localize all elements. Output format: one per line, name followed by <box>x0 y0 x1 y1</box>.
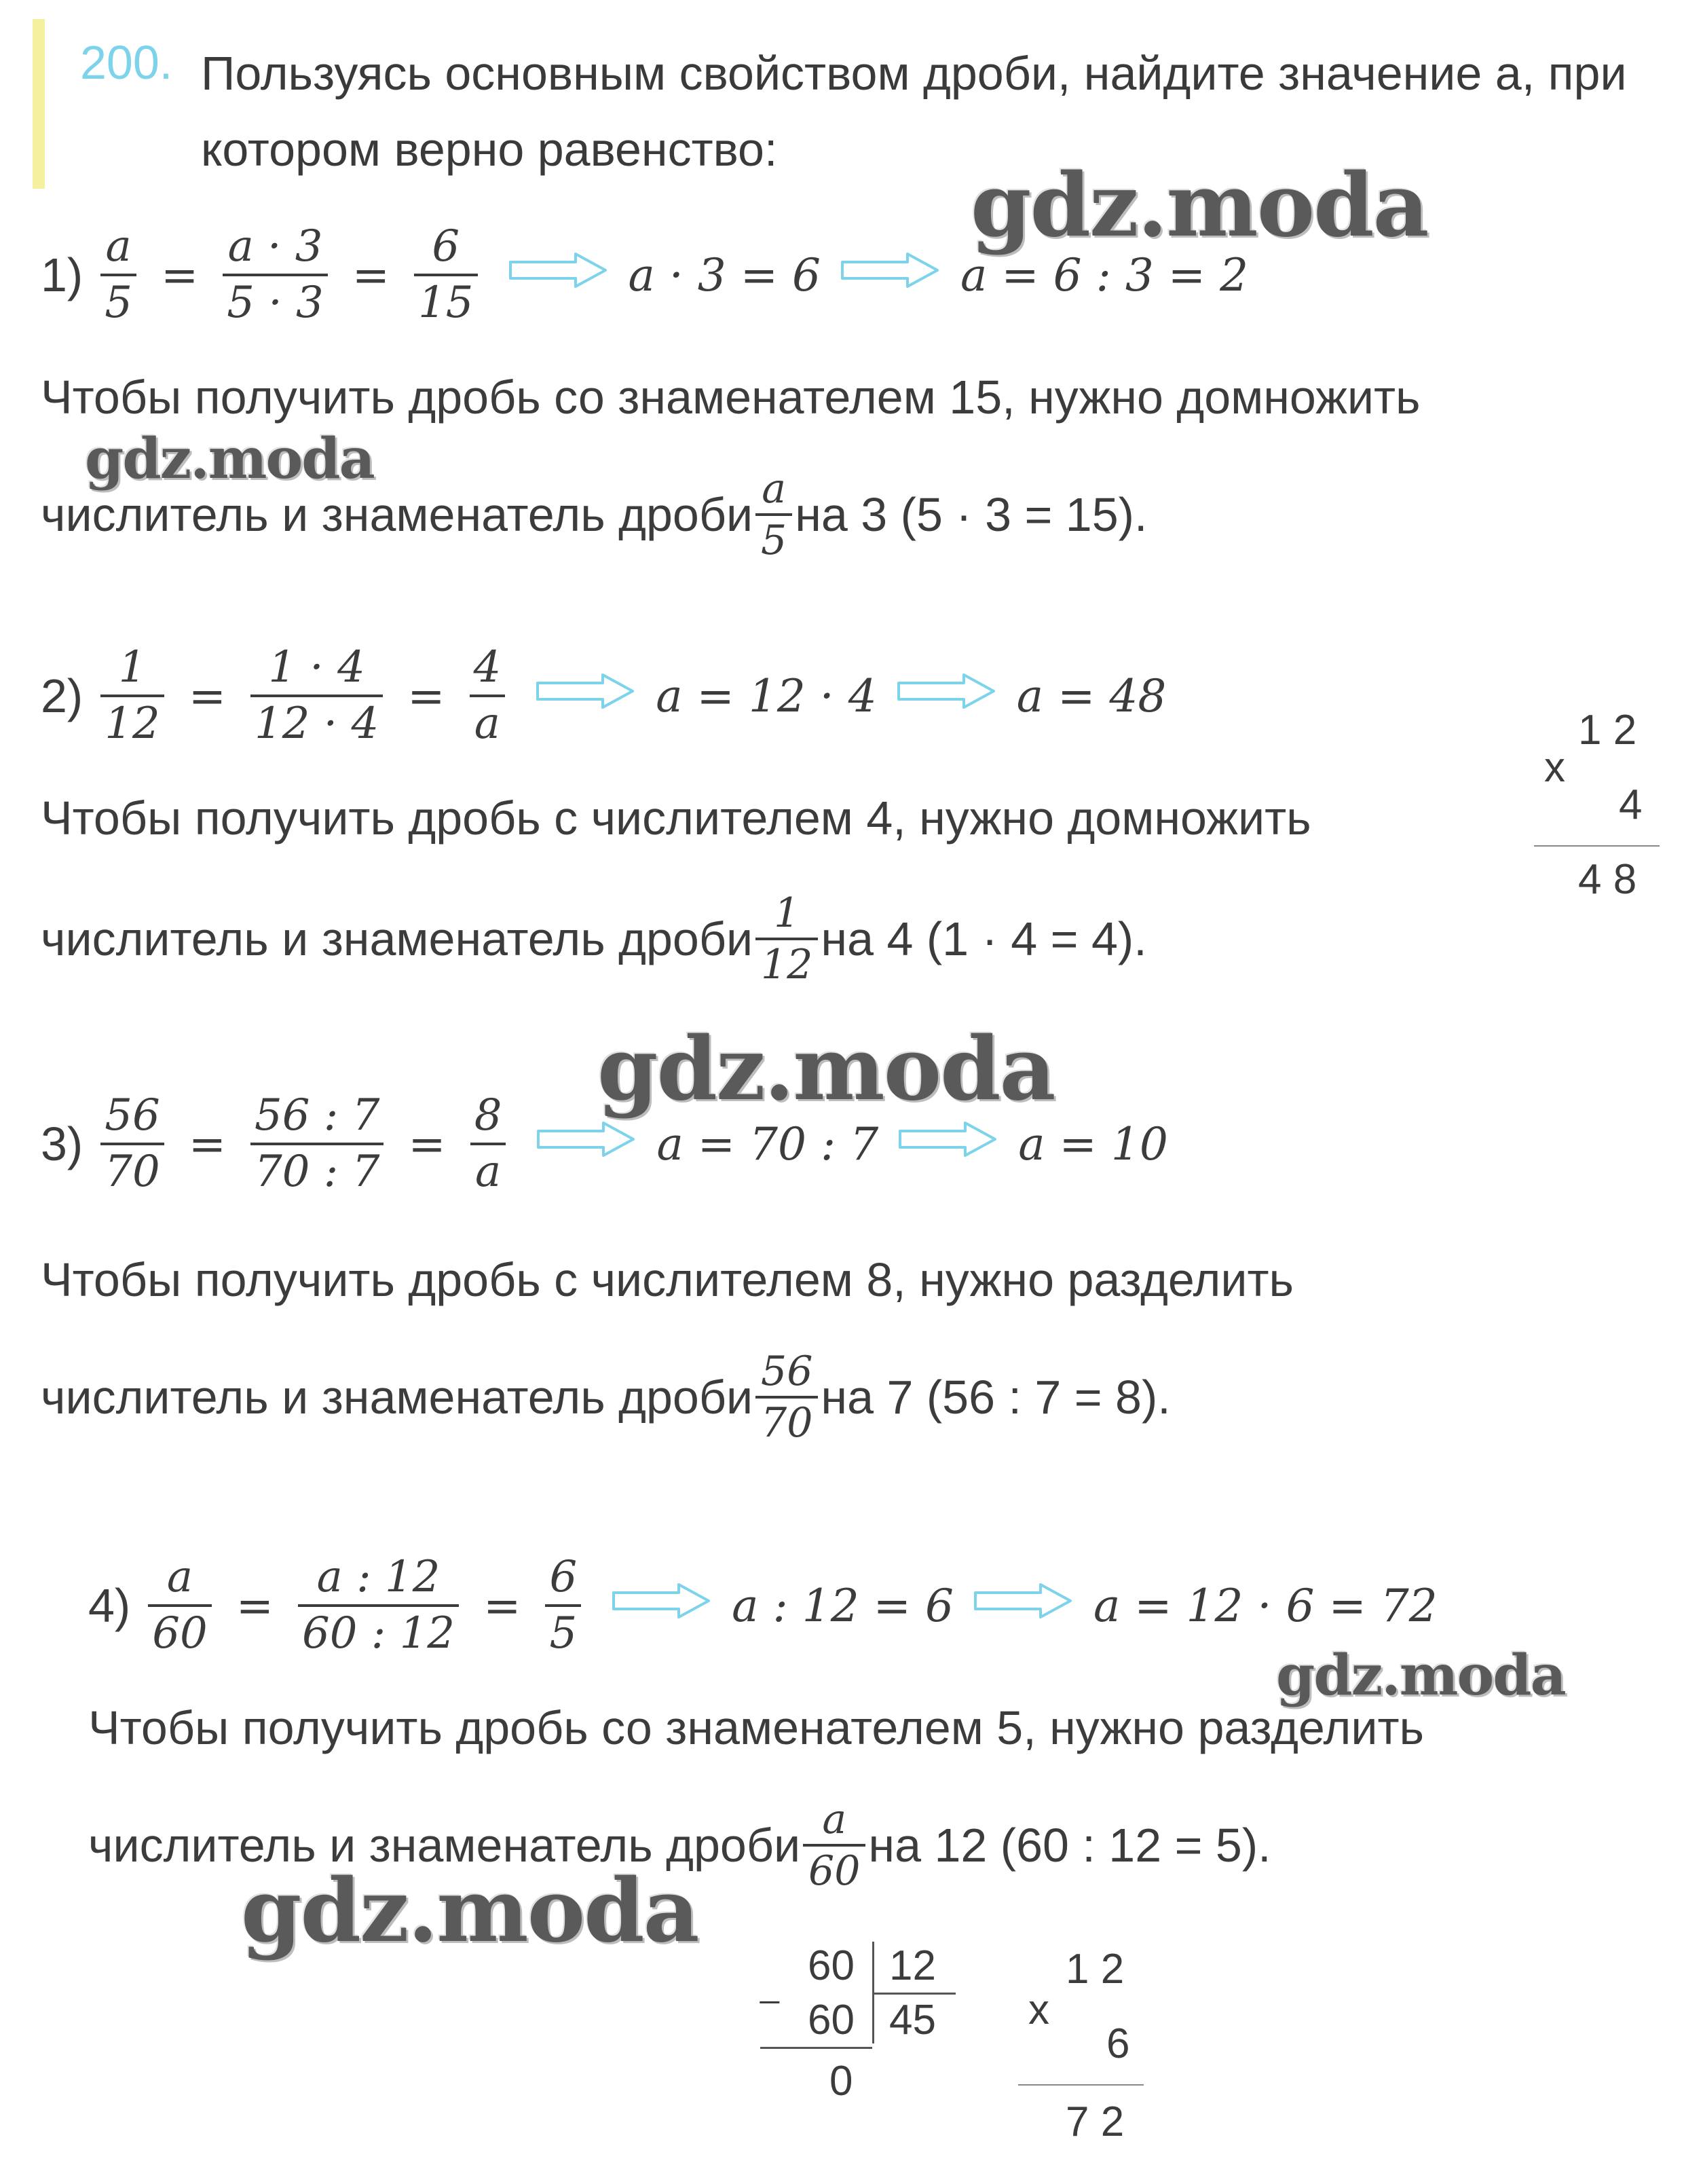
denominator: 70 <box>105 1147 160 1198</box>
equals-sign: = <box>408 1117 446 1170</box>
explanation-text: на 12 (60 : 12 = 5). <box>868 1819 1271 1872</box>
fraction-original <box>148 1552 211 1659</box>
answer-equation: a = 10 <box>1018 1117 1168 1170</box>
equals-sign: = <box>160 248 199 301</box>
fraction-bar <box>755 1396 818 1399</box>
fraction-result <box>414 221 477 329</box>
numerator: a <box>762 465 787 513</box>
minus-sign: _ <box>760 1966 779 2004</box>
numerator: a <box>105 221 132 272</box>
exercise-number: 200. <box>80 36 173 89</box>
fraction-bar <box>755 938 818 940</box>
numerator: 6 <box>549 1552 578 1602</box>
inline-fraction <box>758 465 789 564</box>
denominator: 60 : 12 <box>302 1608 455 1659</box>
result-line <box>1018 2084 1144 2086</box>
equation-line <box>41 1090 1168 1198</box>
fraction-result <box>470 642 506 749</box>
fraction-bar <box>250 1143 383 1145</box>
problem-label: 3) <box>41 1117 83 1171</box>
multiplicand: 1 2 <box>1578 707 1637 754</box>
subtrahend: 60 <box>808 1997 855 2043</box>
numerator: a <box>166 1552 193 1602</box>
equation-line <box>41 642 1167 749</box>
explanation-line-1: Чтобы получить дробь со знаменателем 15, нужно домножить <box>41 371 1421 424</box>
fraction-bar <box>100 695 164 697</box>
exercise-title: Пользуясь основным свойством дроби, найдите значение а, при котором верно равенство: <box>201 47 1627 176</box>
inline-fraction <box>758 889 815 988</box>
fraction-bar <box>470 1143 506 1145</box>
fraction-bar <box>755 513 792 516</box>
denominator: a <box>475 1147 502 1198</box>
explanation-text: числитель и знаменатель дроби <box>41 912 753 965</box>
watermark: gdz.moda <box>597 1018 1055 1120</box>
answer-equation: a = 48 <box>1016 669 1167 722</box>
numerator: a : 12 <box>316 1552 441 1602</box>
problem-label: 4) <box>88 1579 131 1633</box>
division-quotient-line <box>874 1993 956 1995</box>
denominator: 5 <box>761 517 787 564</box>
numerator: 56 <box>105 1090 160 1141</box>
explanation-text: на 4 (1 · 4 = 4). <box>821 912 1147 965</box>
explanation-line-1: Чтобы получить дробь со знаменателем 5, нужно разделить <box>88 1701 1424 1754</box>
fraction-original <box>100 1090 164 1198</box>
highlight-marker <box>33 19 45 189</box>
multiplicand: 1 2 <box>1066 1946 1125 1993</box>
watermark: gdz.moda <box>241 1860 698 1962</box>
numerator: 1 <box>118 642 147 692</box>
explanation-line-1: Чтобы получить дробь с числителем 8, нужно разделить <box>41 1253 1294 1306</box>
implies-arrow-icon <box>896 670 998 722</box>
explanation-line-2 <box>41 889 1147 988</box>
denominator: 70 <box>761 1399 813 1447</box>
multiply-sign: x <box>1028 1986 1049 2033</box>
remainder: 0 <box>829 2058 853 2105</box>
equals-sign: = <box>483 1579 521 1632</box>
answer-equation: a = 12 · 6 = 72 <box>1093 1579 1438 1632</box>
implies-arrow-icon <box>611 1580 713 1632</box>
explanation-line-2 <box>88 1796 1271 1895</box>
implies-arrow-icon <box>840 249 941 301</box>
implies-arrow-icon <box>536 1118 637 1170</box>
equation-line <box>41 221 1249 329</box>
fraction-original <box>100 642 164 749</box>
answer-equation: a = 6 : 3 = 2 <box>960 248 1249 301</box>
explanation-line-2 <box>41 465 1148 564</box>
result-line <box>1534 845 1660 847</box>
equation-line <box>88 1552 1438 1659</box>
fraction-original <box>100 221 136 329</box>
numerator: 56 <box>761 1348 813 1395</box>
equals-sign: = <box>236 1579 274 1632</box>
fraction-bar <box>803 1844 865 1847</box>
fraction-transformed <box>250 642 383 749</box>
numerator: a <box>822 1796 847 1843</box>
multiply-sign: x <box>1544 744 1565 791</box>
explanation-text: на 3 (5 · 3 = 15). <box>795 488 1148 541</box>
step-equation: a : 12 = 6 <box>732 1579 954 1632</box>
step-equation: a = 12 · 4 <box>656 669 877 722</box>
explanation-line-1: Чтобы получить дробь с числителем 4, нужно домножить <box>41 792 1311 845</box>
denominator: 5 · 3 <box>227 278 324 329</box>
fraction-bar <box>545 1604 581 1607</box>
denominator: 15 <box>418 278 474 329</box>
explanation-text: числитель и знаменатель дроби <box>41 1371 753 1424</box>
fraction-result <box>470 1090 506 1198</box>
step-equation: a · 3 = 6 <box>628 248 821 301</box>
fraction-bar <box>100 274 136 276</box>
watermark: gdz.moda <box>85 426 374 492</box>
implies-arrow-icon <box>897 1118 999 1170</box>
denominator: 60 <box>152 1608 208 1659</box>
problem-label: 1) <box>41 248 83 302</box>
explanation-text: числитель и знаменатель дроби <box>88 1819 801 1872</box>
watermark: gdz.moda <box>971 155 1428 257</box>
inline-fraction <box>758 1348 815 1447</box>
fraction-bar <box>223 274 327 276</box>
inline-fraction <box>806 1796 863 1895</box>
product: 7 2 <box>1066 2098 1125 2145</box>
numerator: 1 <box>774 889 800 937</box>
division-subtract-line <box>760 2047 872 2049</box>
denominator: 12 <box>761 941 813 988</box>
fraction-transformed <box>223 221 327 329</box>
numerator: 1 · 4 <box>268 642 365 692</box>
equals-sign: = <box>188 669 226 722</box>
equals-sign: = <box>352 248 390 301</box>
multiplier: 4 <box>1619 781 1643 828</box>
fraction-bar <box>470 695 506 697</box>
fraction-transformed <box>250 1090 383 1198</box>
divisor: 12 <box>889 1942 936 1989</box>
explanation-text: числитель и знаменатель дроби <box>41 488 753 541</box>
denominator: 12 <box>105 699 160 749</box>
numerator: a · 3 <box>227 221 323 272</box>
denominator: 12 · 4 <box>255 699 379 749</box>
denominator: a <box>474 699 500 749</box>
step-equation: a = 70 : 7 <box>656 1117 879 1170</box>
denominator: 5 <box>105 278 132 329</box>
numerator: 4 <box>473 642 502 692</box>
equals-sign: = <box>188 1117 226 1170</box>
denominator: 60 <box>808 1847 861 1895</box>
numerator: 56 : 7 <box>255 1090 380 1141</box>
numerator: 6 <box>432 221 460 272</box>
fraction-result <box>545 1552 581 1659</box>
dividend: 60 <box>808 1942 855 1989</box>
implies-arrow-icon <box>535 670 637 722</box>
explanation-line-2 <box>41 1348 1171 1447</box>
denominator: 70 : 7 <box>255 1147 380 1198</box>
watermark: gdz.moda <box>1276 1643 1565 1708</box>
numerator: 8 <box>474 1090 502 1141</box>
quotient: 45 <box>889 1997 936 2043</box>
fraction-bar <box>250 695 383 697</box>
problem-label: 2) <box>41 669 83 723</box>
fraction-transformed <box>298 1552 459 1659</box>
fraction-bar <box>298 1604 459 1607</box>
explanation-text: на 7 (56 : 7 = 8). <box>821 1371 1171 1424</box>
fraction-bar <box>100 1143 164 1145</box>
implies-arrow-icon <box>508 249 610 301</box>
fraction-bar <box>414 274 477 276</box>
equals-sign: = <box>407 669 445 722</box>
multiplier: 6 <box>1106 2020 1130 2067</box>
implies-arrow-icon <box>973 1580 1074 1632</box>
product: 4 8 <box>1578 856 1637 903</box>
denominator: 5 <box>549 1608 578 1659</box>
fraction-bar <box>148 1604 211 1607</box>
